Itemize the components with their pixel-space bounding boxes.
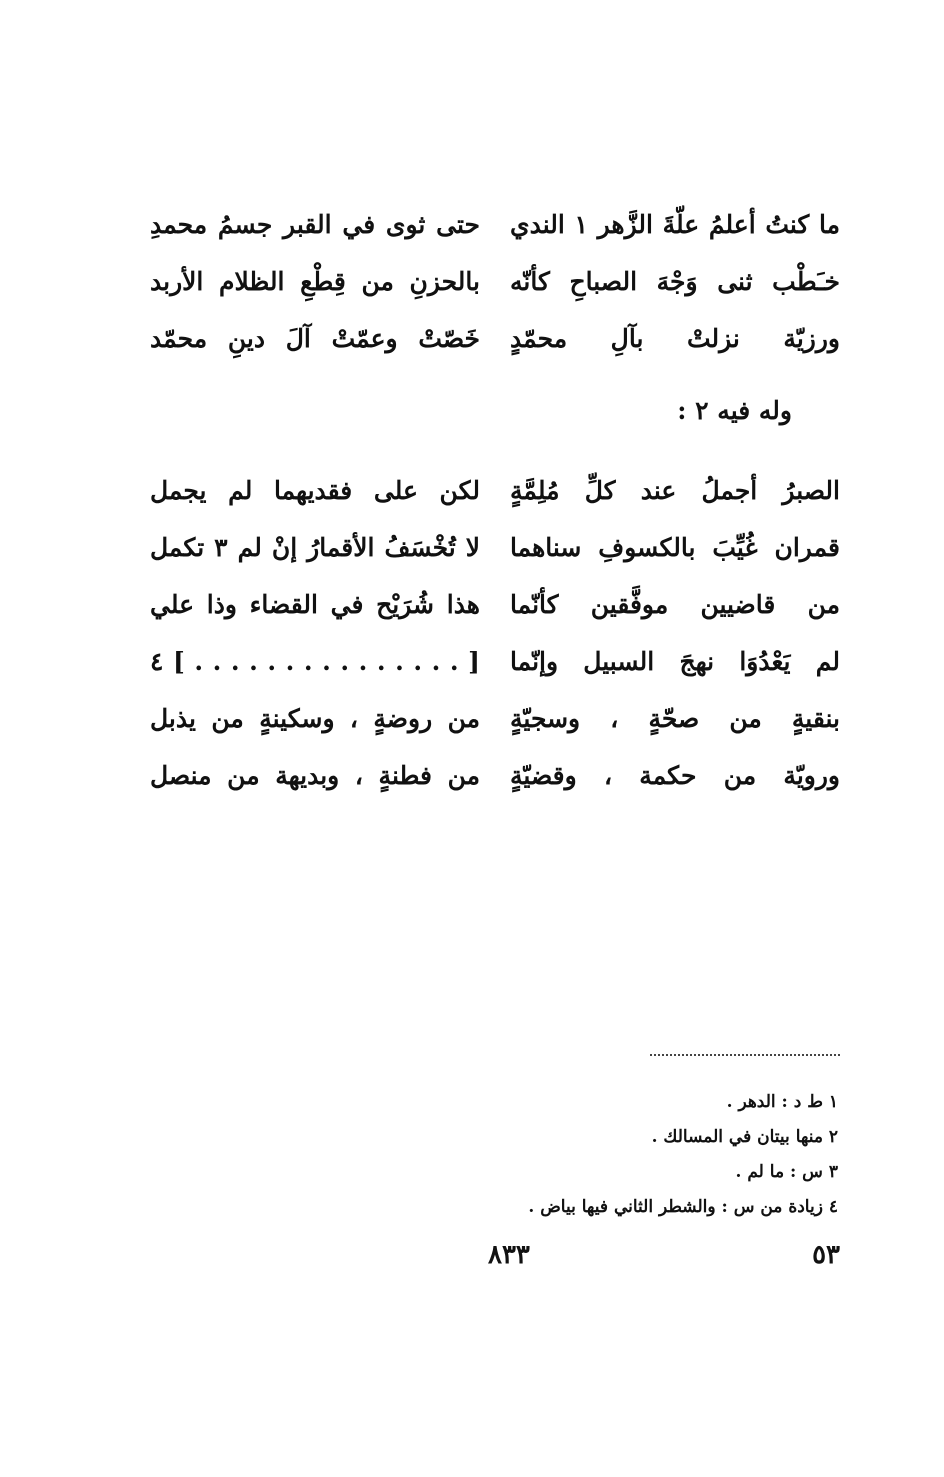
second-hemistich: من روضةٍ ، وسكينةٍ من يذبل	[150, 704, 480, 733]
first-hemistich: الصبرُ أجملُ عند كلِّ مُلِمَّةٍ	[510, 476, 840, 505]
first-hemistich: من قاضيين موفَّقين كأنّما	[510, 590, 840, 619]
page-number-secondary: ٨٣٣	[488, 1240, 530, 1270]
verse-line	[150, 576, 840, 633]
footnote-item: ٢ منها بيتان في المسالك .	[651, 1127, 838, 1147]
second-hemistich: [ . . . . . . . . . . . . . . . ] ٤	[150, 647, 480, 676]
second-hemistich: لكن على فقديهما لم يجمل	[150, 476, 480, 505]
footnotes-list	[528, 1092, 838, 1232]
second-hemistich: لا تُخْسَفُ الأقمارُ إنْ لم ٣ تكمل	[150, 533, 480, 562]
verse-line	[150, 462, 840, 519]
verse-line	[150, 519, 840, 576]
footnote-item: ١ ط د : الدهر .	[726, 1092, 838, 1112]
poem-stanza-2	[150, 462, 840, 804]
first-hemistich: بنقيةٍ من صحّةٍ ، وسجيّةٍ	[510, 704, 840, 733]
first-hemistich: خـَطْب ثنى وَجْهَ الصباحِ كأنّه	[510, 267, 840, 296]
first-hemistich: ورويّة من حكمة ، وقضيّةٍ	[510, 761, 840, 790]
verse-line	[150, 310, 840, 367]
second-hemistich: خَصّتْ وعمّتْ آلَ دينِ محمّد	[150, 324, 480, 353]
footnote-divider	[650, 1054, 840, 1056]
page-number-primary: ٥٣	[812, 1240, 840, 1270]
poem-stanza-1	[150, 196, 840, 367]
second-hemistich: هذا شُرَيْح في القضاء وذا علي	[150, 590, 480, 619]
poem-intro-heading: وله فيه ٢ :	[677, 396, 792, 425]
first-hemistich: لم يَعْدُوَا نهجَ السبيل وإنّما	[510, 647, 840, 676]
verse-line	[150, 747, 840, 804]
verse-line	[150, 253, 840, 310]
verse-line	[150, 196, 840, 253]
footnote-item: ٤ زيادة من س : والشطر الثاني فيها بياض .	[528, 1197, 838, 1217]
first-hemistich: ورزيّة نزلتْ بآلِ محمّدٍ	[510, 324, 840, 353]
first-hemistich: قمران غُيِّبَ بالكسوفِ سناهما	[510, 533, 840, 562]
verse-line	[150, 690, 840, 747]
verse-line	[150, 633, 840, 690]
second-hemistich: حتى ثوى في القبر جسمُ محمدِ	[150, 210, 480, 239]
footnote-item: ٣ س : ما لم .	[735, 1162, 838, 1182]
second-hemistich: من فطنةٍ ، وبديهة من منصل	[150, 761, 480, 790]
first-hemistich: ما كنتُ أعلمُ علّةَ الزَّهر ١ الندي	[510, 210, 840, 239]
second-hemistich: بالحزنِ من قِطْعِ الظلام الأربد	[150, 267, 480, 296]
